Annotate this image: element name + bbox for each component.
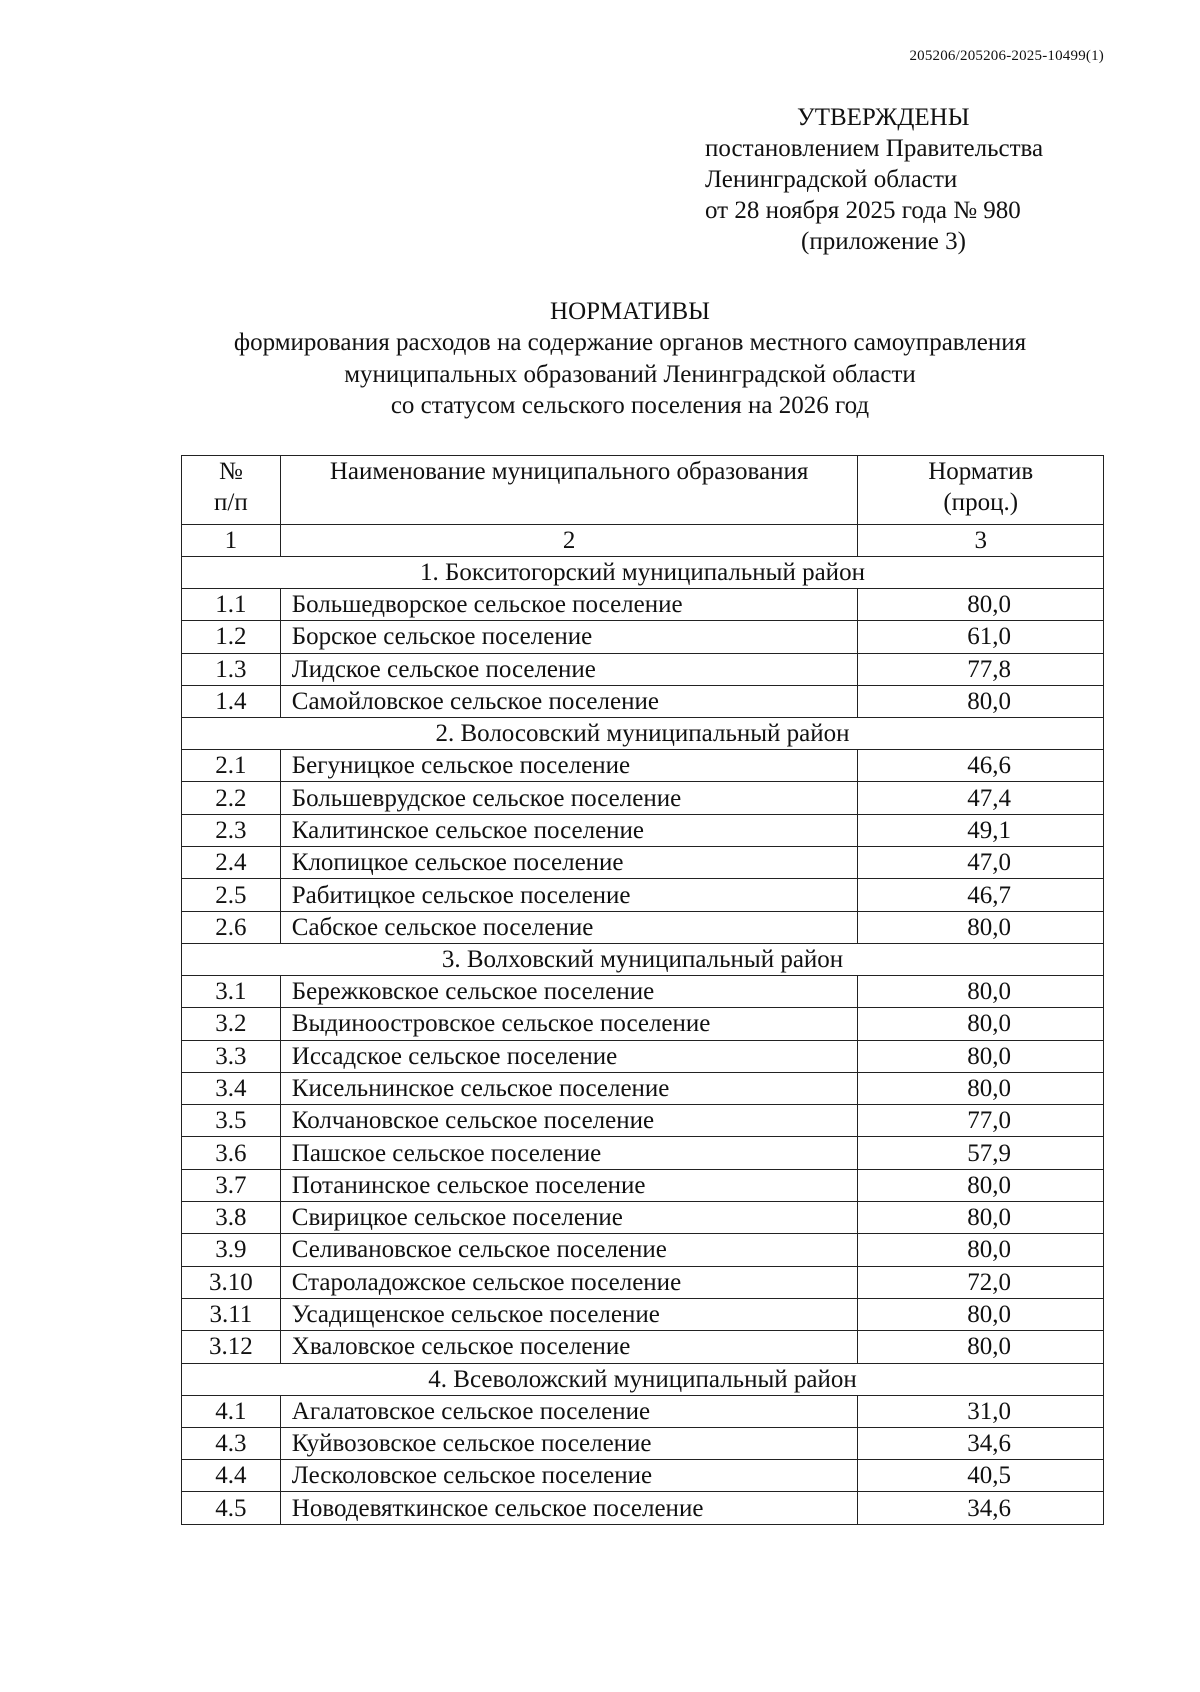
table-row bbox=[182, 1040, 1104, 1072]
settlement-name: Хваловское сельское поселение bbox=[280, 1331, 858, 1363]
normative-value: 46,7 bbox=[858, 879, 1104, 911]
normative-value: 77,0 bbox=[858, 1105, 1104, 1137]
table-row bbox=[182, 621, 1104, 653]
approval-line: Ленинградской области bbox=[705, 166, 958, 193]
normative-value: 80,0 bbox=[858, 1008, 1104, 1040]
table-row bbox=[182, 685, 1104, 717]
row-number: 2.4 bbox=[182, 847, 281, 879]
settlement-name: Калитинское сельское поселение bbox=[280, 814, 858, 846]
row-number: 3.5 bbox=[182, 1105, 281, 1137]
row-number: 3.8 bbox=[182, 1202, 281, 1234]
table-row bbox=[182, 1492, 1104, 1524]
row-number: 2.2 bbox=[182, 782, 281, 814]
settlement-name: Иссадское сельское поселение bbox=[280, 1040, 858, 1072]
table-row bbox=[182, 975, 1104, 1007]
row-number: 2.3 bbox=[182, 814, 281, 846]
normative-value: 49,1 bbox=[858, 814, 1104, 846]
table-row bbox=[182, 1008, 1104, 1040]
approval-date-line: от 28 ноября 2025 года № 980 bbox=[705, 197, 1021, 224]
table-row bbox=[182, 1427, 1104, 1459]
district-title: 2. Волосовский муниципальный район bbox=[182, 718, 1104, 750]
row-number: 1.4 bbox=[182, 685, 281, 717]
table-row bbox=[182, 782, 1104, 814]
normative-value: 47,0 bbox=[858, 847, 1104, 879]
settlement-name: Рабитицкое сельское поселение bbox=[280, 879, 858, 911]
normative-value: 72,0 bbox=[858, 1266, 1104, 1298]
normative-value: 80,0 bbox=[858, 1040, 1104, 1072]
row-number: 4.3 bbox=[182, 1427, 281, 1459]
normative-value: 80,0 bbox=[858, 685, 1104, 717]
table-row bbox=[182, 879, 1104, 911]
column-number: 3 bbox=[858, 525, 1104, 557]
settlement-name: Сабское сельское поселение bbox=[280, 911, 858, 943]
column-number: 1 bbox=[182, 525, 281, 557]
normative-value: 80,0 bbox=[858, 911, 1104, 943]
header-value: Норматив (проц.) bbox=[858, 456, 1104, 525]
normative-value: 61,0 bbox=[858, 621, 1104, 653]
table-row bbox=[182, 1234, 1104, 1266]
table-row bbox=[182, 814, 1104, 846]
table-row bbox=[182, 1331, 1104, 1363]
settlement-name: Бегуницкое сельское поселение bbox=[280, 750, 858, 782]
normative-value: 47,4 bbox=[858, 782, 1104, 814]
settlement-name: Потанинское сельское поселение bbox=[280, 1169, 858, 1201]
table-row bbox=[182, 1072, 1104, 1104]
district-row bbox=[182, 557, 1104, 589]
normative-value: 31,0 bbox=[858, 1395, 1104, 1427]
table-row bbox=[182, 1298, 1104, 1330]
row-number: 2.1 bbox=[182, 750, 281, 782]
approval-appendix-line: (приложение 3) bbox=[801, 228, 966, 255]
row-number: 3.1 bbox=[182, 975, 281, 1007]
row-number: 3.4 bbox=[182, 1072, 281, 1104]
settlement-name: Лидское сельское поселение bbox=[280, 653, 858, 685]
district-row bbox=[182, 1363, 1104, 1395]
row-number: 1.3 bbox=[182, 653, 281, 685]
settlement-name: Большеврудское сельское поселение bbox=[280, 782, 858, 814]
approval-heading: УТВЕРЖДЕНЫ bbox=[797, 104, 970, 131]
settlement-name: Новодевяткинское сельское поселение bbox=[280, 1492, 858, 1524]
row-number: 3.3 bbox=[182, 1040, 281, 1072]
subtitle-line: со статусом сельского поселения на 2026 год bbox=[390, 392, 870, 419]
normative-value: 46,6 bbox=[858, 750, 1104, 782]
settlement-name: Самойловское сельское поселение bbox=[280, 685, 858, 717]
district-row bbox=[182, 943, 1104, 975]
row-number: 3.12 bbox=[182, 1331, 281, 1363]
settlement-name: Агалатовское сельское поселение bbox=[280, 1395, 858, 1427]
table-row bbox=[182, 1460, 1104, 1492]
row-number: 3.2 bbox=[182, 1008, 281, 1040]
row-number: 3.9 bbox=[182, 1234, 281, 1266]
table-row bbox=[182, 1137, 1104, 1169]
subtitle-line: формирования расходов на содержание органов местного самоуправления bbox=[233, 329, 1027, 356]
district-row bbox=[182, 718, 1104, 750]
table-body bbox=[182, 557, 1104, 1525]
normative-value: 34,6 bbox=[858, 1492, 1104, 1524]
subtitle-line: муниципальных образований Ленинградской области bbox=[344, 360, 916, 388]
table-row bbox=[182, 847, 1104, 879]
row-number: 3.6 bbox=[182, 1137, 281, 1169]
normative-value: 80,0 bbox=[858, 1169, 1104, 1201]
settlement-name: Клопицкое сельское поселение bbox=[280, 847, 858, 879]
row-number: 4.5 bbox=[182, 1492, 281, 1524]
normative-value: 80,0 bbox=[858, 1331, 1104, 1363]
normative-value: 80,0 bbox=[858, 1298, 1104, 1330]
settlement-name: Лесколовское сельское поселение bbox=[280, 1460, 858, 1492]
settlement-name: Куйвозовское сельское поселение bbox=[280, 1427, 858, 1459]
table-row bbox=[182, 1266, 1104, 1298]
row-number: 2.5 bbox=[182, 879, 281, 911]
settlement-name: Свирицкое сельское поселение bbox=[280, 1202, 858, 1234]
table-row bbox=[182, 750, 1104, 782]
header-number: № п/п bbox=[182, 456, 281, 525]
normative-value: 80,0 bbox=[858, 975, 1104, 1007]
row-number: 3.10 bbox=[182, 1266, 281, 1298]
settlement-name: Бережковское сельское поселение bbox=[280, 975, 858, 1007]
normative-value: 80,0 bbox=[858, 1234, 1104, 1266]
document-subtitle bbox=[0, 327, 1200, 422]
table-row bbox=[182, 589, 1104, 621]
row-number: 3.7 bbox=[182, 1169, 281, 1201]
column-numbers-row bbox=[182, 525, 1104, 557]
document-title: НОРМАТИВЫ bbox=[550, 298, 710, 325]
normative-value: 77,8 bbox=[858, 653, 1104, 685]
normative-value: 40,5 bbox=[858, 1460, 1104, 1492]
approval-line: постановлением Правительства bbox=[705, 135, 1044, 162]
district-title: 4. Всеволожский муниципальный район bbox=[182, 1363, 1104, 1395]
document-registration-number: 205206/205206-2025-10499(1) bbox=[909, 48, 1104, 64]
column-number: 2 bbox=[280, 525, 858, 557]
normative-value: 34,6 bbox=[858, 1427, 1104, 1459]
row-number: 1.1 bbox=[182, 589, 281, 621]
table-row bbox=[182, 1105, 1104, 1137]
settlement-name: Выдиноостровское сельское поселение bbox=[280, 1008, 858, 1040]
normative-value: 57,9 bbox=[858, 1137, 1104, 1169]
table-row bbox=[182, 653, 1104, 685]
settlement-name: Борское сельское поселение bbox=[280, 621, 858, 653]
settlement-name: Староладожское сельское поселение bbox=[280, 1266, 858, 1298]
settlement-name: Селивановское сельское поселение bbox=[280, 1234, 858, 1266]
row-number: 3.11 bbox=[182, 1298, 281, 1330]
district-title: 1. Бокситогорский муниципальный район bbox=[182, 557, 1104, 589]
table-row bbox=[182, 1395, 1104, 1427]
table-row bbox=[182, 1169, 1104, 1201]
district-title: 3. Волховский муниципальный район bbox=[182, 943, 1104, 975]
header-name: Наименование муниципального образования bbox=[280, 456, 858, 525]
normative-value: 80,0 bbox=[858, 589, 1104, 621]
normative-value: 80,0 bbox=[858, 1072, 1104, 1104]
table-row bbox=[182, 911, 1104, 943]
normative-value: 80,0 bbox=[858, 1202, 1104, 1234]
normatives-table bbox=[181, 455, 1104, 1525]
table-header-row bbox=[182, 456, 1104, 525]
settlement-name: Пашское сельское поселение bbox=[280, 1137, 858, 1169]
settlement-name: Усадищенское сельское поселение bbox=[280, 1298, 858, 1330]
settlement-name: Большедворское сельское поселение bbox=[280, 589, 858, 621]
settlement-name: Колчановское сельское поселение bbox=[280, 1105, 858, 1137]
table-row bbox=[182, 1202, 1104, 1234]
row-number: 4.1 bbox=[182, 1395, 281, 1427]
row-number: 4.4 bbox=[182, 1460, 281, 1492]
row-number: 2.6 bbox=[182, 911, 281, 943]
approval-stamp-block bbox=[705, 102, 1105, 257]
settlement-name: Кисельнинское сельское поселение bbox=[280, 1072, 858, 1104]
row-number: 1.2 bbox=[182, 621, 281, 653]
